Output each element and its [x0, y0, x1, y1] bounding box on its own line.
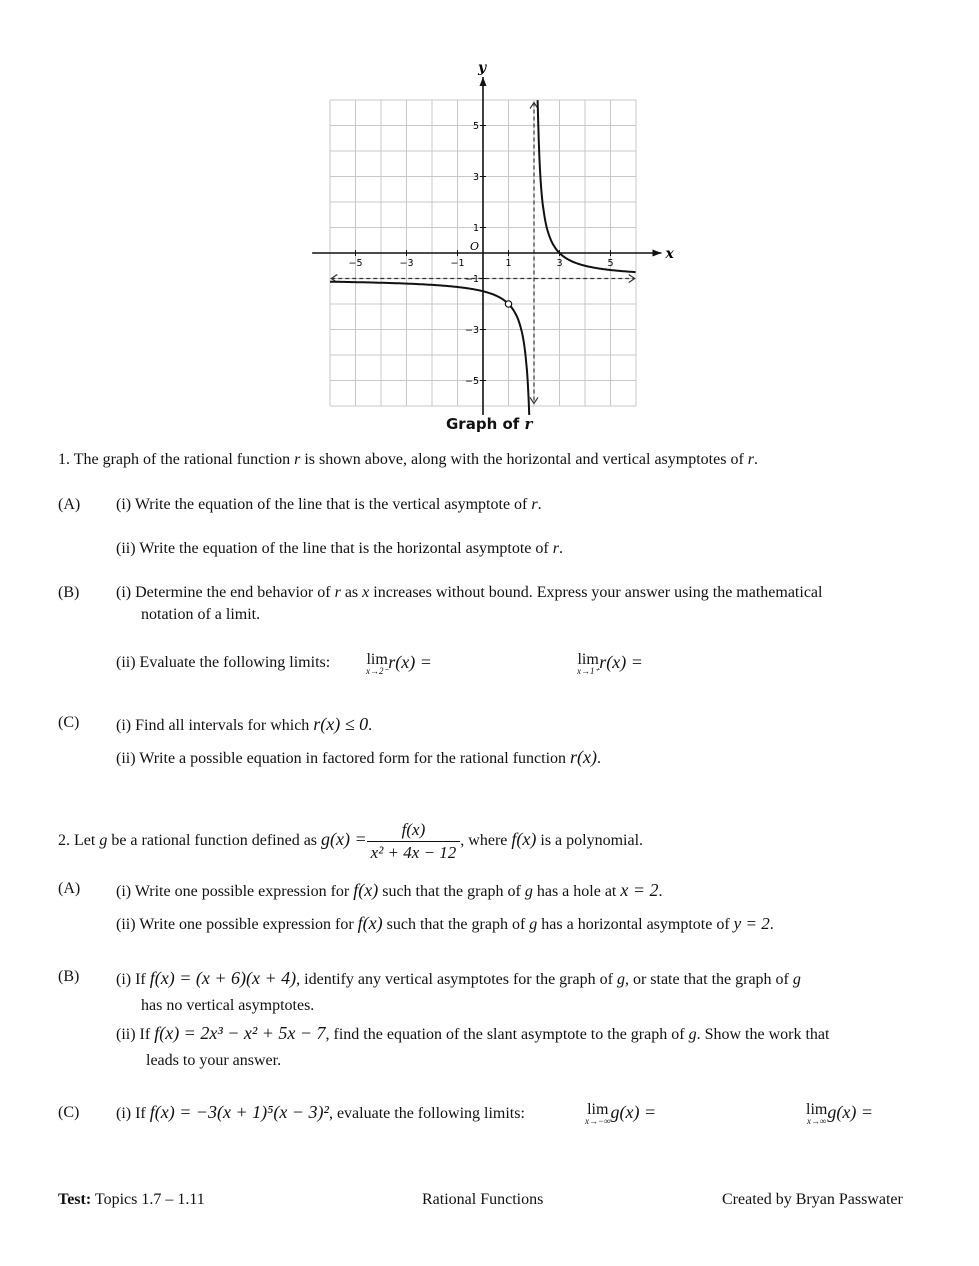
q2-a-i-val: x = 2 [620, 880, 659, 900]
q1-limit-1 [366, 652, 432, 676]
y-axis-arrow [480, 77, 487, 86]
q2-intro-text: 2. Let [58, 832, 100, 850]
x-axis-label: x [665, 246, 674, 262]
q1-part-b-label: (B) [58, 584, 80, 601]
limit-expression: g(x) = [610, 1102, 657, 1122]
q2-limit-1 [585, 1102, 656, 1126]
q2-a-ii-val: y = 2 [733, 914, 770, 933]
q1-b-i-x: x [362, 584, 370, 601]
q1-b-i [116, 584, 822, 602]
q2-part-b-label: (B) [58, 968, 80, 985]
q1-part-c-label: (C) [58, 714, 80, 731]
q2-a-i-period: . [658, 883, 663, 900]
origin-label: O [470, 240, 480, 253]
q1-c-i [116, 714, 372, 735]
q1-a-ii-period: . [558, 540, 563, 557]
q2-part-c-label: (C) [58, 1104, 80, 1121]
curve-left-branch [330, 282, 529, 415]
lim-word: lim [577, 651, 599, 668]
q2-a-i-text-3: has a hole at [532, 883, 621, 900]
q1-period: . [754, 451, 758, 468]
x-tick-label: −1 [450, 258, 465, 269]
q1-var: r [294, 451, 301, 468]
footer-author: Created by Bryan Passwater [722, 1191, 903, 1208]
q2-c-i-expr: f(x) = −3(x + 1)⁵(x − 3)² [149, 1102, 329, 1122]
x-tick-label: 5 [607, 258, 614, 269]
q2-a-ii-text-3: has a horizontal asymptote of [537, 916, 734, 933]
q2-limit-2 [806, 1102, 873, 1126]
x-tick-label: −5 [348, 258, 363, 269]
q1-c-ii-text: (ii) Write a possible equation in factored form for the rational function [116, 750, 571, 767]
caption-text: Graph of [446, 415, 525, 433]
lim-subscript: x→2⁻ [366, 666, 389, 676]
q2-b-ii-text-2: , find the equation of the slant asymptote to the graph of [325, 1026, 689, 1043]
lim-word: lim [587, 1101, 609, 1118]
lim-operator [585, 1102, 610, 1126]
y-tick-label: 3 [472, 172, 479, 183]
q2-b-ii-line2: leads to your answer. [146, 1052, 282, 1069]
q2-c-i [116, 1102, 525, 1123]
q1-b-i-r: r [334, 584, 341, 601]
footer-topics: Topics 1.7 – 1.11 [94, 1191, 205, 1208]
q2-b-ii-g: g [688, 1026, 697, 1043]
q1-intro [58, 451, 758, 469]
q2-a-ii-g: g [529, 916, 538, 933]
lim-subscript: x→∞ [806, 1116, 827, 1126]
q2-b-i-g-2: g [792, 971, 801, 988]
q1-b-i-text: (i) Determine the end behavior of [116, 584, 335, 601]
q2-a-i-g: g [524, 883, 533, 900]
lim-operator [806, 1102, 827, 1126]
q1-c-ii [116, 747, 601, 768]
footer-test-label: Test: [58, 1191, 92, 1208]
q1-b-ii-text: (ii) Evaluate the following limits: [116, 654, 331, 671]
q1-a-i-text: (i) Write the equation of the line that is the vertical asymptote of [116, 496, 532, 513]
lim-word: lim [806, 1101, 828, 1118]
q2-b-i-g: g [616, 971, 625, 988]
q2-a-ii [116, 913, 774, 934]
q1-c-i-period: . [368, 717, 373, 734]
q2-fraction [367, 820, 461, 863]
q1-c-ii-expr: r(x) [570, 747, 598, 767]
y-axis-label: y [478, 60, 487, 77]
q2-a-ii-f: f(x) [357, 913, 383, 933]
q2-a-ii-text-2: such that the graph of [382, 916, 530, 933]
limit-expression: r(x) = [388, 652, 432, 672]
q2-g: g [99, 832, 108, 850]
lim-operator [577, 652, 599, 676]
q1-part-a-label: (A) [58, 496, 81, 513]
q1-a-i [116, 496, 542, 514]
q1-a-i-period: . [537, 496, 542, 513]
q2-b-ii-expr: f(x) = 2x³ − x² + 5x − 7 [154, 1023, 326, 1043]
q1-var-2: r [747, 451, 754, 468]
q2-c-i-text: (i) If [116, 1105, 150, 1122]
q1-intro-text: 1. The graph of the rational function [58, 451, 295, 468]
q2-a-i-f: f(x) [353, 880, 379, 900]
q2-a-ii-period: . [769, 916, 774, 933]
axes [312, 60, 674, 415]
q2-a-i-text: (i) Write one possible expression for [116, 883, 354, 900]
q2-a-i [116, 880, 663, 901]
footer-title: Rational Functions [422, 1191, 544, 1208]
q2-b-ii [116, 1023, 829, 1044]
lim-operator [366, 652, 388, 676]
q1-a-i-var: r [531, 496, 538, 513]
q2-b-ii-text: (ii) If [116, 1026, 155, 1043]
q1-intro-text-2: is shown above, along with the horizontal and vertical asymptotes of [300, 451, 748, 468]
q2-b-i-expr: f(x) = (x + 6)(x + 4) [149, 968, 297, 988]
q1-a-ii-text: (ii) Write the equation of the line that is the horizontal asymptote of [116, 540, 553, 557]
q2-b-i-text-3: , or state that the graph of [624, 971, 793, 988]
limit-expression: g(x) = [827, 1102, 873, 1122]
lim-subscript: x→1⁺ [577, 666, 600, 676]
q1-c-i-expr: r(x) ≤ 0 [313, 714, 369, 734]
y-tick-label: 5 [472, 121, 479, 132]
y-tick-label: 1 [472, 223, 479, 234]
x-tick-label: −3 [399, 258, 414, 269]
fraction-numerator: f(x) [401, 820, 426, 839]
q1-c-ii-period: . [597, 750, 602, 767]
footer-left [58, 1191, 205, 1209]
fraction-denominator: x² + 4x − 12 [367, 841, 461, 863]
graph-caption [446, 415, 532, 433]
y-tick-label: −3 [464, 325, 479, 336]
q2-a-ii-text: (ii) Write one possible expression for [116, 916, 358, 933]
q1-b-i-text-3: increases without bound. Express your answer using the mathematical [369, 584, 823, 601]
q2-c-i-text-2: , evaluate the following limits: [328, 1105, 525, 1122]
q2-part-a-label: (A) [58, 880, 81, 897]
x-tick-label: 1 [505, 258, 512, 269]
q2-g-of-x: g(x) = [321, 829, 367, 850]
q2-b-i-text-2: , identify any vertical asymptotes for the graph of [296, 971, 617, 988]
q2-intro-text-4: is a polynomial. [536, 832, 644, 850]
q2-b-i [116, 968, 801, 989]
q2-b-i-text: (i) If [116, 971, 150, 988]
q1-b-i-line2: notation of a limit. [141, 606, 261, 623]
q1-a-ii-var: r [552, 540, 559, 557]
limit-expression: r(x) = [599, 652, 643, 672]
q2-b-ii-text-3: . Show the work that [696, 1026, 830, 1043]
q1-limit-2 [577, 652, 643, 676]
q2-a-i-text-2: such that the graph of [378, 883, 525, 900]
q2-intro-text-3: , where [460, 832, 512, 850]
q2-b-i-line2: has no vertical asymptotes. [141, 997, 315, 1014]
tick-labels [348, 121, 613, 387]
lim-subscript: x→−∞ [585, 1116, 611, 1126]
q2-intro-text-2: be a rational function defined as [107, 832, 322, 850]
hole-point [505, 301, 511, 307]
y-tick-label: −5 [464, 376, 479, 387]
q2-f-of-x: f(x) [511, 829, 537, 850]
q1-a-ii [116, 540, 563, 558]
q1-b-i-text-2: as [340, 584, 363, 601]
y-tick-label: −1 [464, 274, 479, 285]
q2-intro [58, 820, 643, 863]
lim-word: lim [366, 651, 388, 668]
graph-of-r [300, 55, 680, 415]
x-axis-arrow [653, 250, 662, 257]
q1-c-i-text: (i) Find all intervals for which [116, 717, 314, 734]
x-tick-label: 3 [556, 258, 563, 269]
caption-var: r [524, 415, 533, 433]
